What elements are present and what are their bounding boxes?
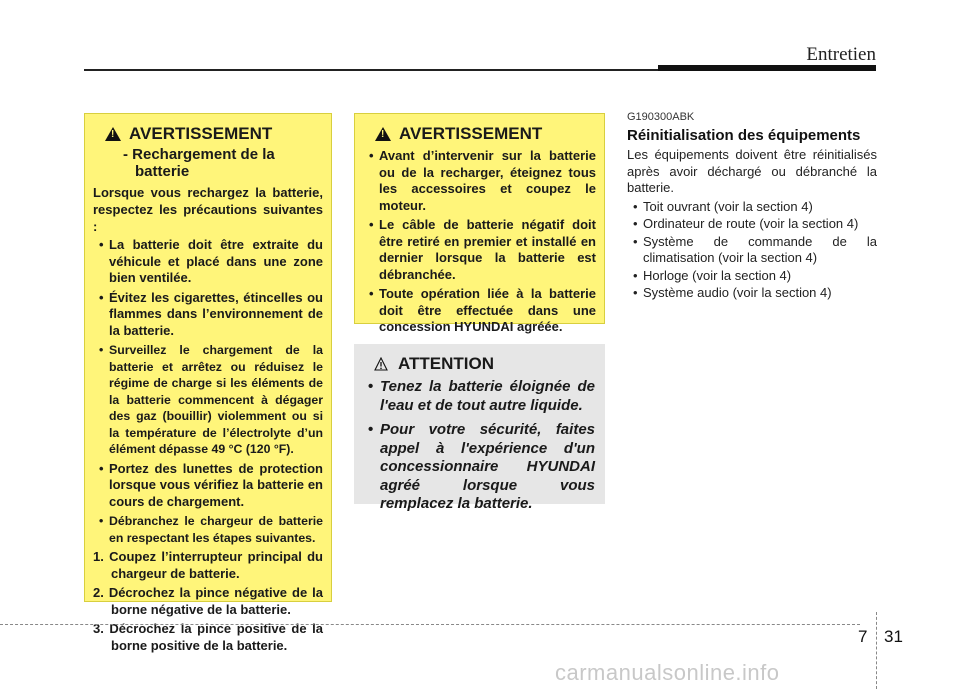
- list-item: • Évitez les cigarettes, étincelles ou flammes dans l’environnement de la batterie.: [93, 290, 323, 340]
- section-code: G190300ABK: [627, 111, 695, 123]
- warning-bullet-list: [93, 237, 323, 546]
- list-item: • Pour votre sécurité, faites appel à l'expérience d'un concessionnaire HYUNDAI agréé lorsque vous remplacez la batterie.: [362, 421, 595, 514]
- chapter-number: 7: [858, 627, 868, 646]
- list-item: 3. Décrochez la pince positive de la borne positive de la batterie.: [93, 621, 323, 653]
- list-item: • Toute opération liée à la batterie doit être effectuée dans une concession HYUNDAI agréée.: [363, 286, 596, 336]
- warning-heading: [105, 124, 323, 144]
- warning-heading: [375, 124, 596, 144]
- list-item: • Système de commande de la climatisation (voir la section 4): [627, 234, 877, 267]
- footer-divider: [0, 624, 860, 625]
- attention-box: [354, 344, 605, 512]
- equipment-list: [627, 199, 877, 302]
- list-item: • Avant d’intervenir sur la batterie ou de la recharger, éteignez tous les accessoires et coupez le moteur.: [363, 148, 596, 214]
- list-item: • Débranchez le chargeur de batterie en respectant les étapes suivantes.: [93, 513, 323, 546]
- list-item: • Ordinateur de route (voir la section 4): [627, 216, 877, 233]
- attention-heading-text: ATTENTION: [398, 354, 495, 373]
- warning-box-battery: [354, 113, 605, 334]
- list-item: • Toit ouvrant (voir la section 4): [627, 199, 877, 216]
- page-number: 31: [884, 627, 903, 646]
- attention-triangle-outline-icon: [374, 357, 388, 371]
- list-item: • Système audio (voir la section 4): [627, 285, 877, 302]
- header-rule: [84, 69, 658, 71]
- list-item: • Le câble de batterie négatif doit être retiré en premier et installé en dernier lorsque la batterie est débranchée.: [363, 217, 596, 283]
- list-item: • Portez des lunettes de protection lorsque vous vérifiez la batterie en cours de chargement.: [93, 461, 323, 511]
- warning-heading-text: AVERTISSEMENT: [129, 124, 273, 143]
- section-title: Réinitialisation des équipements: [627, 127, 861, 144]
- list-item: • Tenez la batterie éloignée de l'eau et de tout autre liquide.: [362, 378, 595, 415]
- list-item: • La batterie doit être extraite du véhicule et placé dans une zone bien ventilée.: [93, 237, 323, 287]
- warning-intro: Lorsque vous rechargez la batterie, respectez les précautions suivantes :: [93, 185, 323, 234]
- page-header-title: Entretien: [806, 44, 876, 65]
- attention-bullet-list: [362, 378, 595, 514]
- header-bar: [658, 65, 876, 71]
- warning-triangle-icon: [375, 127, 391, 141]
- list-item: • Surveillez le chargement de la batterie et arrêtez ou réduisez le régime de charge si les éléments de la batterie commencent à dégager des gaz (bouillir) violemment ou si la température de l’électrolyte d’un élément dépasse 49 °C (120 °F).: [93, 342, 323, 458]
- section-paragraph: Les équipements doivent être réinitialisés après avoir déchargé ou débranché la batterie.: [627, 147, 877, 195]
- warning-box-charging: [84, 113, 332, 653]
- list-item: 2. Décrochez la pince négative de la borne négative de la batterie.: [93, 585, 323, 617]
- warning-heading-text: AVERTISSEMENT: [399, 124, 543, 143]
- footer-vertical-divider: [876, 612, 877, 689]
- attention-heading: [374, 354, 595, 374]
- list-item: • Horloge (voir la section 4): [627, 268, 877, 285]
- watermark: carmanualsonline.info: [555, 660, 780, 685]
- warning-subheading: - Rechargement de la batterie: [123, 146, 275, 180]
- warning-bullet-list: [363, 148, 596, 336]
- warning-step-list: [93, 549, 323, 654]
- warning-triangle-icon: [105, 127, 121, 141]
- section-body: [627, 147, 877, 303]
- list-item: 1. Coupez l’interrupteur principal du chargeur de batterie.: [93, 549, 323, 581]
